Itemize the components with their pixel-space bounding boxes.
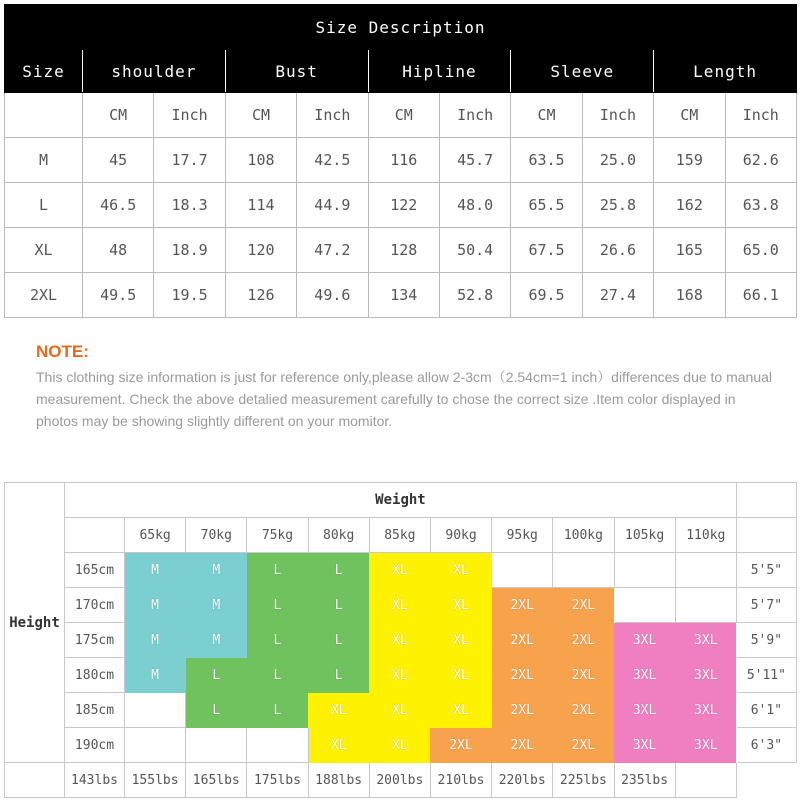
size-cell: L: [247, 693, 308, 728]
lbs-blank: [5, 763, 65, 798]
height-ft: 5'9": [736, 623, 796, 658]
header-shoulder: shoulder: [83, 50, 226, 93]
size-cell: XL: [369, 728, 430, 763]
size-cell: L: [186, 658, 247, 693]
lbs-value: 235lbs: [614, 763, 675, 798]
lbs-value: 155lbs: [125, 763, 186, 798]
size-value: 18.3: [154, 183, 225, 228]
size-value: 25.0: [582, 138, 653, 183]
size-cell: XL: [369, 658, 430, 693]
lbs-value: 220lbs: [492, 763, 553, 798]
size-cell: XL: [369, 553, 430, 588]
size-value: 49.6: [297, 273, 368, 318]
size-cell: XL: [430, 658, 491, 693]
size-table-header-row: [5, 50, 797, 93]
size-cell: L: [186, 693, 247, 728]
kg-row: [5, 518, 797, 553]
size-cell: L: [308, 658, 369, 693]
size-table-title: Size Description: [5, 5, 797, 50]
size-value: 42.5: [297, 138, 368, 183]
height-ft: 6'3": [736, 728, 796, 763]
height-row: [5, 728, 797, 763]
size-label: M: [5, 138, 83, 183]
size-cell: 2XL: [553, 728, 614, 763]
size-cell: [553, 553, 614, 588]
size-cell: L: [247, 553, 308, 588]
unit-cell: CM: [368, 93, 439, 138]
header-size: Size: [5, 50, 83, 93]
lbs-value: 188lbs: [308, 763, 369, 798]
size-value: 17.7: [154, 138, 225, 183]
unit-blank: [5, 93, 83, 138]
note-body: This clothing size information is just for reference only,please allow 2-3cm（2.54cm=1 inch）differences due to manual measurement. Check the above detalied measurement carefully to chose the correct size .Item color displayed in photos may be showing slightly different on your momitor.: [36, 369, 773, 429]
size-value: 48.0: [439, 183, 510, 228]
unit-cell: CM: [654, 93, 725, 138]
height-ft: 5'5": [736, 553, 796, 588]
size-value: 25.8: [582, 183, 653, 228]
size-cell: [614, 588, 675, 623]
size-value: 62.6: [725, 138, 797, 183]
size-value: 108: [225, 138, 296, 183]
size-value: 63.8: [725, 183, 797, 228]
size-cell: XL: [430, 588, 491, 623]
height-cm: 165cm: [65, 553, 125, 588]
kg-header: 70kg: [186, 518, 247, 553]
kg-header: 90kg: [430, 518, 491, 553]
size-cell: [675, 588, 736, 623]
height-row: [5, 553, 797, 588]
size-cell: L: [247, 588, 308, 623]
size-cell: 3XL: [614, 728, 675, 763]
size-cell: 2XL: [553, 658, 614, 693]
size-row: [5, 183, 797, 228]
size-value: 26.6: [582, 228, 653, 273]
header-hipline: Hipline: [368, 50, 511, 93]
size-cell: M: [125, 553, 186, 588]
size-cell: XL: [308, 728, 369, 763]
unit-cell: Inch: [725, 93, 797, 138]
height-ft: 5'11": [736, 658, 796, 693]
size-value: 120: [225, 228, 296, 273]
size-value: 45: [83, 138, 154, 183]
size-cell: 2XL: [492, 623, 553, 658]
lbs-row: [5, 763, 797, 798]
size-value: 19.5: [154, 273, 225, 318]
height-ft: 5'7": [736, 588, 796, 623]
weight-height-chart: [4, 482, 797, 798]
size-table-unit-row: [5, 93, 797, 138]
size-label: 2XL: [5, 273, 83, 318]
size-cell: 3XL: [614, 693, 675, 728]
size-value: 46.5: [83, 183, 154, 228]
size-cell: L: [308, 553, 369, 588]
size-value: 47.2: [297, 228, 368, 273]
kg-header: 105kg: [614, 518, 675, 553]
size-cell: 3XL: [675, 728, 736, 763]
size-cell: 3XL: [675, 623, 736, 658]
height-cm: 170cm: [65, 588, 125, 623]
size-label: XL: [5, 228, 83, 273]
size-value: 49.5: [83, 273, 154, 318]
unit-cell: Inch: [582, 93, 653, 138]
kg-header: 95kg: [492, 518, 553, 553]
size-cell: XL: [369, 623, 430, 658]
size-cell: [247, 728, 308, 763]
size-value: 27.4: [582, 273, 653, 318]
size-cell: 2XL: [553, 623, 614, 658]
size-value: 128: [368, 228, 439, 273]
lbs-value: 143lbs: [65, 763, 125, 798]
size-value: 165: [654, 228, 725, 273]
size-cell: 2XL: [492, 693, 553, 728]
size-cell: [492, 553, 553, 588]
size-cell: [125, 693, 186, 728]
height-row: [5, 623, 797, 658]
size-cell: 3XL: [614, 623, 675, 658]
unit-cell: CM: [83, 93, 154, 138]
size-cell: [614, 553, 675, 588]
kg-header: 85kg: [369, 518, 430, 553]
size-cell: XL: [430, 553, 491, 588]
weight-label: Weight: [65, 483, 737, 518]
size-value: 45.7: [439, 138, 510, 183]
size-cell: XL: [308, 693, 369, 728]
height-label: Height: [5, 483, 65, 763]
kg-header: 65kg: [125, 518, 186, 553]
size-cell: [675, 553, 736, 588]
size-value: 48: [83, 228, 154, 273]
size-value: 162: [654, 183, 725, 228]
size-value: 18.9: [154, 228, 225, 273]
kg-header: 110kg: [675, 518, 736, 553]
size-cell: 2XL: [492, 588, 553, 623]
header-sleeve: Sleeve: [511, 50, 654, 93]
size-row: [5, 138, 797, 183]
height-cm: 180cm: [65, 658, 125, 693]
header-length: Length: [654, 50, 797, 93]
size-row: [5, 273, 797, 318]
lbs-value: 210lbs: [430, 763, 491, 798]
size-cell: XL: [430, 623, 491, 658]
unit-cell: Inch: [297, 93, 368, 138]
size-value: 52.8: [439, 273, 510, 318]
size-value: 69.5: [511, 273, 582, 318]
size-cell: M: [125, 588, 186, 623]
unit-cell: CM: [511, 93, 582, 138]
size-cell: L: [247, 658, 308, 693]
height-cm: 185cm: [65, 693, 125, 728]
unit-cell: CM: [225, 93, 296, 138]
size-row: [5, 228, 797, 273]
size-value: 114: [225, 183, 296, 228]
height-row: [5, 693, 797, 728]
size-value: 126: [225, 273, 296, 318]
size-value: 168: [654, 273, 725, 318]
kg-header: 100kg: [553, 518, 614, 553]
size-cell: M: [125, 623, 186, 658]
size-value: 65.5: [511, 183, 582, 228]
size-value: 134: [368, 273, 439, 318]
size-value: 116: [368, 138, 439, 183]
size-cell: 3XL: [675, 658, 736, 693]
corner-blank: [736, 483, 796, 518]
size-cell: 3XL: [614, 658, 675, 693]
kg-blank: [65, 518, 125, 553]
unit-cell: Inch: [154, 93, 225, 138]
height-cm: 190cm: [65, 728, 125, 763]
size-cell: 3XL: [675, 693, 736, 728]
size-value: 122: [368, 183, 439, 228]
size-cell: 2XL: [553, 588, 614, 623]
size-value: 159: [654, 138, 725, 183]
size-cell: M: [186, 623, 247, 658]
size-cell: L: [308, 588, 369, 623]
size-value: 67.5: [511, 228, 582, 273]
size-cell: 2XL: [553, 693, 614, 728]
height-ft: 6'1": [736, 693, 796, 728]
header-bust: Bust: [225, 50, 368, 93]
lbs-value: 165lbs: [186, 763, 247, 798]
size-cell: M: [125, 658, 186, 693]
size-value: 50.4: [439, 228, 510, 273]
size-cell: 2XL: [430, 728, 491, 763]
size-cell: M: [186, 553, 247, 588]
note-title: NOTE:: [36, 342, 89, 361]
size-cell: 2XL: [492, 658, 553, 693]
unit-cell: Inch: [439, 93, 510, 138]
size-value: 66.1: [725, 273, 797, 318]
lbs-value: 225lbs: [553, 763, 614, 798]
size-cell: XL: [369, 588, 430, 623]
height-row: [5, 658, 797, 693]
lbs-value: 175lbs: [247, 763, 308, 798]
size-cell: [186, 728, 247, 763]
size-value: 63.5: [511, 138, 582, 183]
lbs-end-blank: [675, 763, 736, 798]
height-row: [5, 588, 797, 623]
size-label: L: [5, 183, 83, 228]
size-description-table: [4, 4, 797, 318]
lbs-value: 200lbs: [369, 763, 430, 798]
size-cell: 2XL: [492, 728, 553, 763]
kg-header: 80kg: [308, 518, 369, 553]
size-value: 65.0: [725, 228, 797, 273]
size-cell: [125, 728, 186, 763]
height-cm: 175cm: [65, 623, 125, 658]
size-cell: L: [308, 623, 369, 658]
size-cell: L: [247, 623, 308, 658]
size-cell: XL: [369, 693, 430, 728]
kg-end-blank: [736, 518, 796, 553]
note-section: [36, 342, 776, 432]
size-cell: M: [186, 588, 247, 623]
size-value: 44.9: [297, 183, 368, 228]
size-cell: XL: [430, 693, 491, 728]
kg-header: 75kg: [247, 518, 308, 553]
